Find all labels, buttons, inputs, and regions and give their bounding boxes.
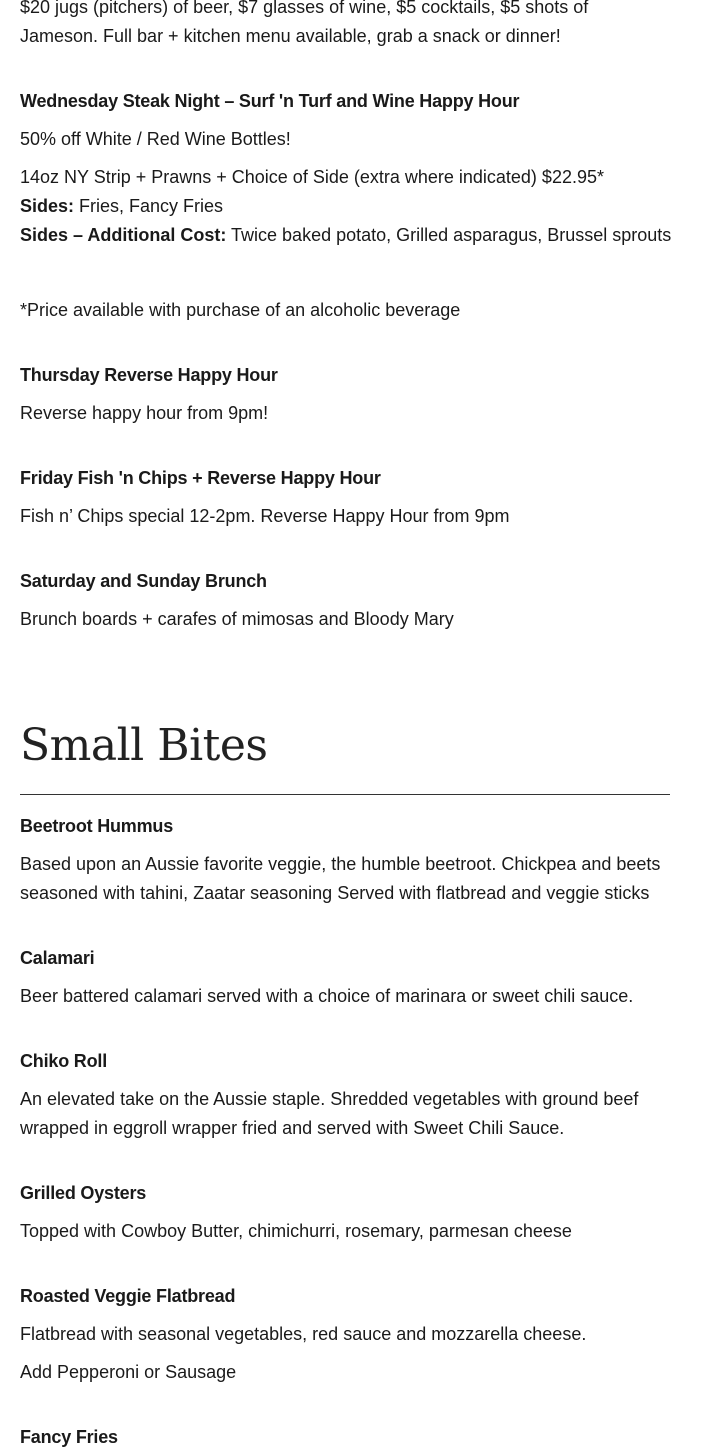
menu-item-description: wrapped in eggroll wrapper fried and served with Sweet Chili Sauce. [20,1118,565,1138]
menu-item-name: Beetroot Hummus [20,816,174,836]
menu-item [20,944,690,1011]
small-bites-section [20,718,690,1452]
menu-item-name: Grilled Oysters [20,1183,147,1203]
menu-item-description: seasoned with tahini, Zaatar seasoning Served with flatbread and veggie sticks [20,883,650,903]
menu-item [20,812,690,908]
wednesday-sides [20,192,690,221]
menu-item-description: Based upon an Aussie favorite veggie, the humble beetroot. Chickpea and beets [20,854,661,874]
menu-content [20,0,690,1452]
sides-value: Fries, Fancy Fries [74,196,224,216]
thursday-text: Reverse happy hour from 9pm! [20,403,269,423]
wednesday-heading: Wednesday Steak Night – Surf 'n Turf and Wine Happy Hour [20,91,520,111]
thursday-heading: Thursday Reverse Happy Hour [20,365,278,385]
wednesday-steak-offer: 14oz NY Strip + Prawns + Choice of Side (extra where indicated) $22.95* [20,167,604,187]
menu-item-name: Chiko Roll [20,1051,107,1071]
weekend-section [20,567,690,634]
wednesday-wine-offer: 50% off White / Red Wine Bottles! [20,129,291,149]
friday-section [20,464,690,531]
menu-item [20,1282,690,1387]
friday-heading: Friday Fish 'n Chips + Reverse Happy Hour [20,468,381,488]
menu-item [20,1179,690,1246]
sides-extra-value: Twice baked potato, Grilled asparagus, Brussel sprouts [226,225,672,245]
intro-paragraph [20,0,690,51]
sides-extra-label: Sides – Additional Cost: [20,225,227,245]
section-title: Small Bites [20,720,268,771]
wednesday-sides-extra [20,221,690,250]
menu-item-description: An elevated take on the Aussie staple. Shredded vegetables with ground beef [20,1089,639,1109]
friday-text: Fish n’ Chips special 12-2pm. Reverse Happy Hour from 9pm [20,506,510,526]
thursday-section [20,361,690,428]
menu-item-name: Calamari [20,948,95,968]
menu-item-name: Roasted Veggie Flatbread [20,1286,236,1306]
menu-item [20,1423,690,1452]
menu-item-description: Topped with Cowboy Butter, chimichurri, rosemary, parmesan cheese [20,1221,572,1241]
intro-line-2: Jameson. Full bar + kitchen menu available, grab a snack or dinner! [20,26,561,46]
sides-label: Sides: [20,196,75,216]
intro-line-1: $20 jugs (pitchers) of beer, $7 glasses of wine, $5 cocktails, $5 shots of [20,0,589,17]
wednesday-section [20,87,690,325]
wednesday-price-note: *Price available with purchase of an alcoholic beverage [20,300,461,320]
weekend-text: Brunch boards + carafes of mimosas and Bloody Mary [20,609,454,629]
menu-item-description: Beer battered calamari served with a choice of marinara or sweet chili sauce. [20,986,634,1006]
menu-item-description: Flatbread with seasonal vegetables, red sauce and mozzarella cheese. [20,1324,587,1344]
weekend-heading: Saturday and Sunday Brunch [20,571,267,591]
menu-item-name: Fancy Fries [20,1427,118,1447]
menu-item [20,1047,690,1143]
menu-item-addon: Add Pepperoni or Sausage [20,1362,237,1382]
